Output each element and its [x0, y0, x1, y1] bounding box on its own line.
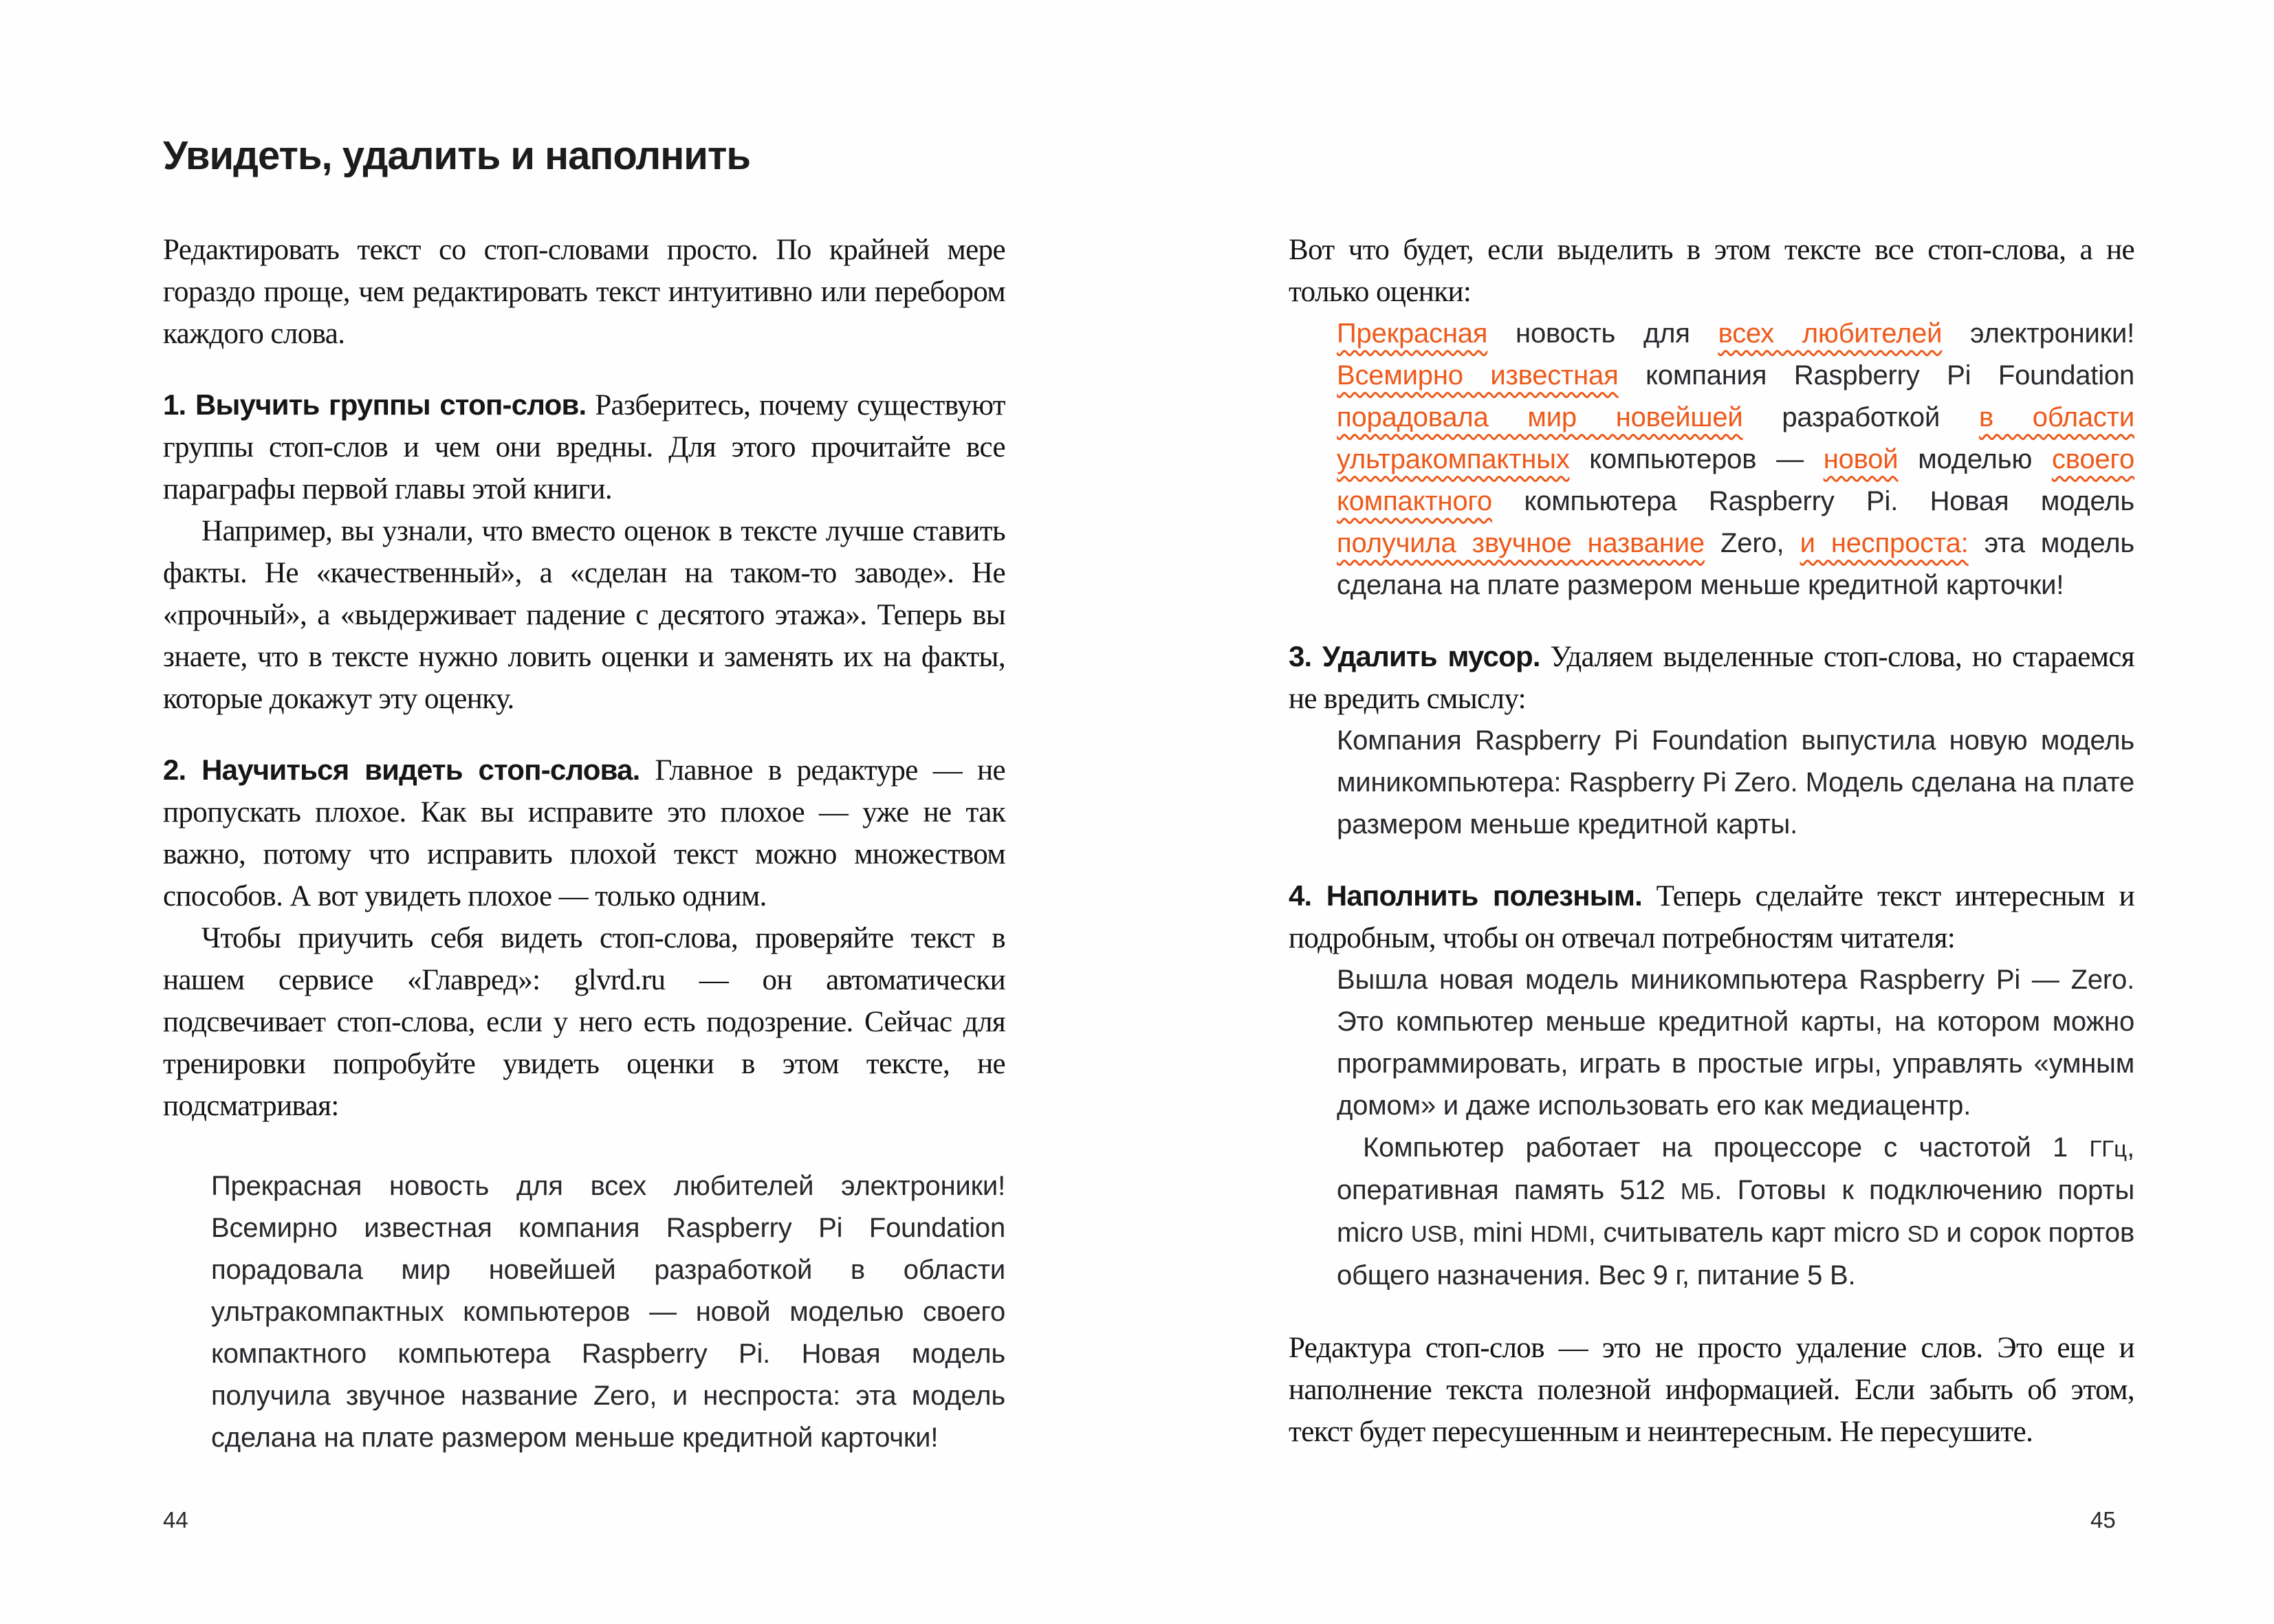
stop-word-highlight: Всемирно известная: [1337, 360, 1619, 391]
page-title: Увидеть, удалить и наполнить: [163, 133, 751, 178]
body-paragraph: Например, вы узнали, что вместо оценок в тексте лучше ставить факты. Не «качественный», а «сделан на таком-то заводе». Не «прочный», а «выдерживает падение с десятого этажа». Теперь вы знаете, что в тексте нужно ловить оценки и заменять их на факты, которые докажут эту оценку.: [163, 515, 1005, 715]
body-paragraph: Вот что будет, если выделить в этом тексте все стоп-слова, а не только оценки:: [1289, 234, 2134, 308]
example-paragraph: Прекрасная новость для всех любителей электроники! Всемирно известная компания Raspberry Pi Foundation порадовала мир новейшей разработкой в области ультракомпактных компьютеров — новой моделью своего компактного компьютера Raspberry Pi. Новая модель получила звучное название Zero, и неспроста: эта модель сделана на плате размером меньше кредитной карточки!: [211, 1171, 1005, 1453]
example-paragraph: Компьютер работает на процессоре с частотой 1 ГГц, оперативная память 512 МБ. Готовы к подключению порты micro USB, mini HDMI, считыватель карт micro SD и сорок портов общего назначения. Вес 9 г, питание 5 В.: [1337, 1132, 2135, 1291]
stop-word-highlight: порадовала мир новейшей: [1337, 402, 1743, 432]
small-caps-text: HDMI: [1530, 1221, 1588, 1247]
page-left-content: [163, 0, 1005, 1459]
page-right-body: [1289, 229, 2134, 1453]
example-paragraph: Прекрасная новость для всех любителей электроники! Всемирно известная компания Raspberry Pi Foundation порадовала мир новейшей разработкой в области ультракомпактных компьютеров — новой моделью своего компактного компьютера Raspberry Pi. Новая модель получила звучное название Zero, и неспроста: эта модель сделана на плате размером меньше кредитной карточки!: [1337, 318, 2135, 600]
page-left-body: [163, 229, 1005, 1459]
stop-word-highlight: новой: [1823, 444, 1899, 474]
body-paragraph: 3. Удалить мусор. Удаляем выделенные стоп-слова, но стараемся не вредить смыслу:: [1289, 640, 2134, 715]
stop-word-highlight: получила звучное название: [1337, 528, 1705, 558]
example-paragraph: Компания Raspberry Pi Foundation выпустила новую модель миникомпьютера: Raspberry Pi Zero. Модель сделана на плате размером меньше кредитной карты.: [1337, 725, 2134, 840]
body-paragraph: Чтобы приучить себя видеть стоп-слова, проверяйте текст в нашем сервисе «Главред»: glvrd.ru — он автоматически подсвечивает стоп-слова, если у него есть подозрение. Сейчас для тренировки попробуйте увидеть оценки в этом тексте, не подсматривая:: [163, 922, 1005, 1122]
small-caps-text: SD: [1907, 1221, 1939, 1247]
body-paragraph: Редактировать текст со стоп-словами просто. По крайней мере гораздо проще, чем редактировать текст интуитивно или перебором каждого слова.: [163, 234, 1005, 350]
stop-word-highlight: в области ультракомпактных: [1337, 402, 2134, 474]
item-lead: 3. Удалить мусор.: [1289, 640, 1540, 672]
small-caps-text: МБ: [1681, 1178, 1715, 1204]
page-right-content: [1289, 0, 2134, 1453]
page-number-right: 45: [2090, 1507, 2116, 1533]
item-lead: 1. Выучить группы стоп-слов.: [163, 388, 587, 421]
small-caps-text: ГГц: [2089, 1136, 2128, 1161]
stop-word-highlight: всех любителей: [1718, 318, 1943, 349]
body-paragraph: Редактура стоп-слов — это не просто удаление слов. Это еще и наполнение текста полезной информацией. Если забыть об этом, текст будет пересушенным и неинтересным. Не пересушите.: [1289, 1332, 2134, 1448]
body-paragraph: 1. Выучить группы стоп-слов. Разберитесь, почему существуют группы стоп-слов и чем они вредны. Для этого прочитайте все параграфы первой главы этой книги.: [163, 388, 1005, 505]
example-paragraph: Вышла новая модель миникомпьютера Raspberry Pi — Zero. Это компьютер меньше кредитной карты, на котором можно программировать, играть в простые игры, управлять «умным домом» и даже использовать его как медиацентр.: [1337, 965, 2134, 1121]
body-paragraph: 4. Наполнить полезным. Теперь сделайте текст интересным и подробным, чтобы он отвечал потребностям читателя:: [1289, 879, 2134, 954]
page-number-left: 44: [163, 1507, 188, 1533]
stop-word-highlight: и неспроста:: [1800, 528, 1969, 558]
body-paragraph: 2. Научиться видеть стоп-слова. Главное в редактуре — не пропускать плохое. Как вы исправите это плохое — уже не так важно, потому что исправить плохой текст можно множеством способов. А вот увидеть плохое — только одним.: [163, 754, 1005, 912]
small-caps-text: USB: [1410, 1221, 1458, 1247]
stop-word-highlight: Прекрасная: [1337, 318, 1488, 349]
item-lead: 2. Научиться видеть стоп-слова.: [163, 754, 640, 786]
item-lead: 4. Наполнить полезным.: [1289, 879, 1642, 912]
stop-word-highlight: своего компактного: [1337, 444, 2134, 516]
